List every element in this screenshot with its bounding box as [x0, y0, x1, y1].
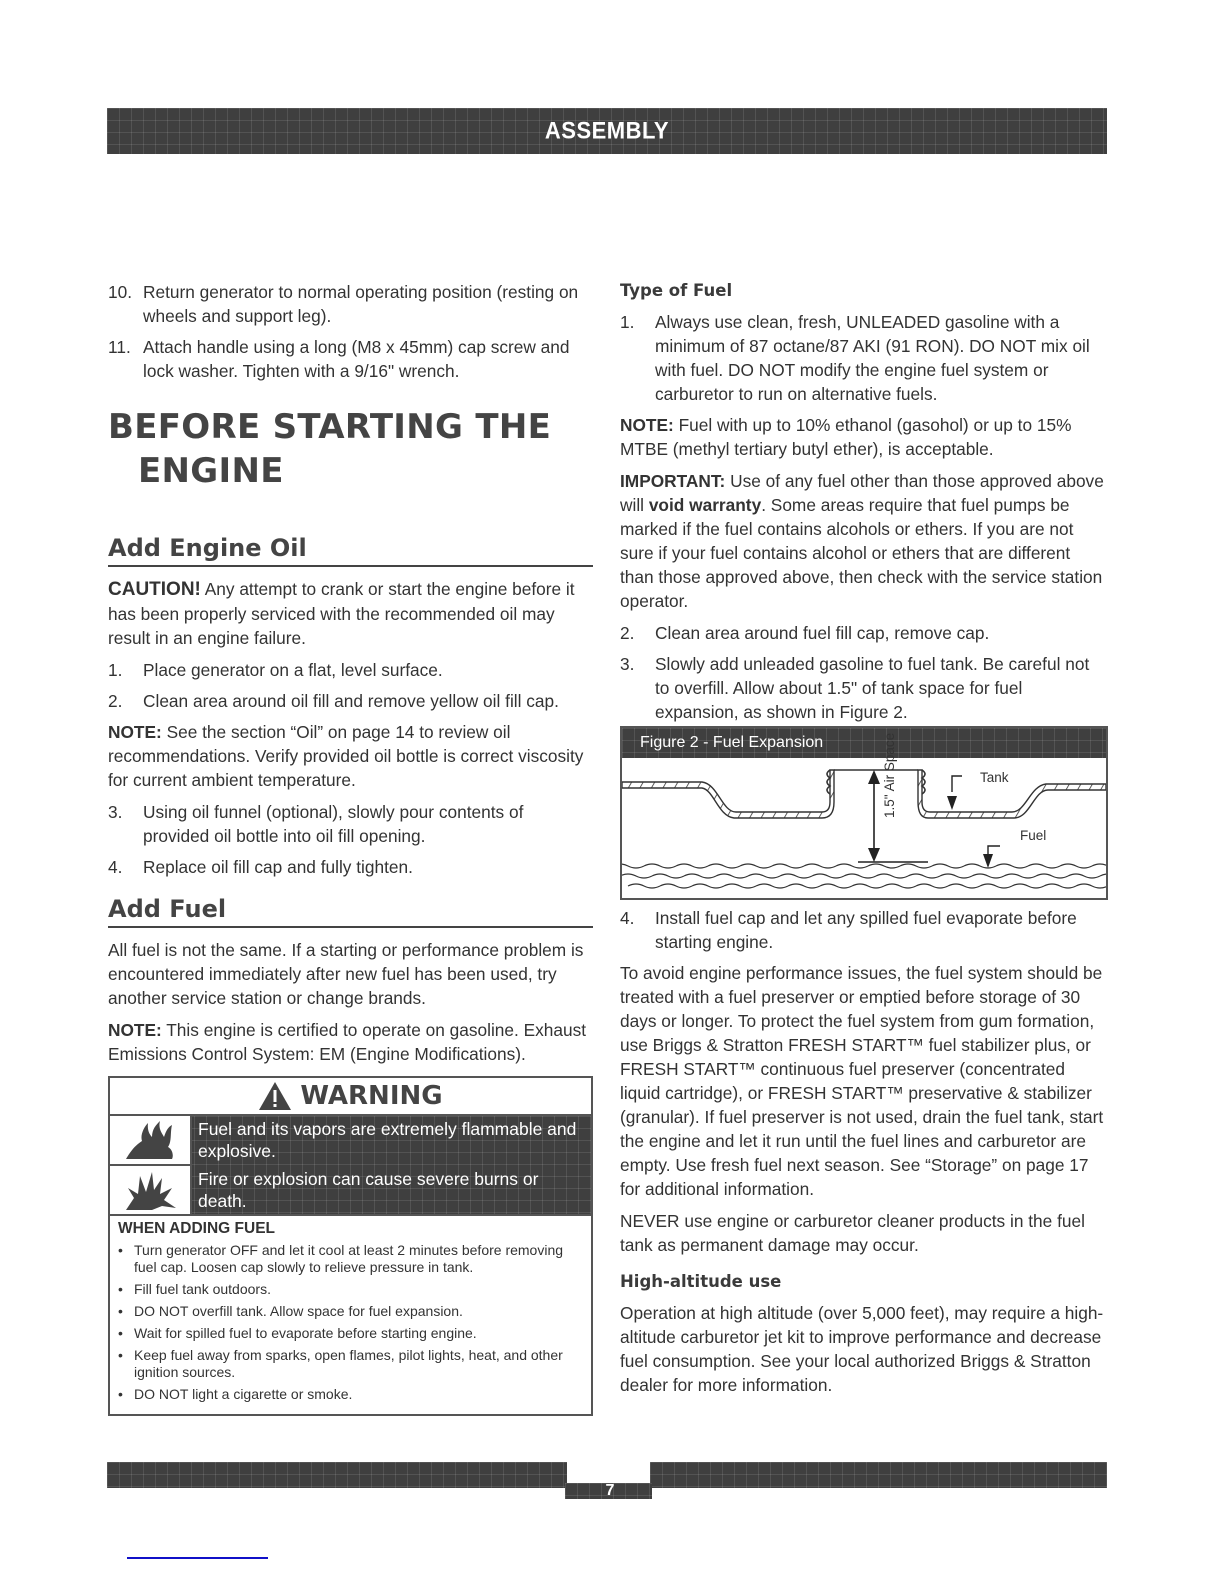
figure-title: Figure 2 - Fuel Expansion	[622, 728, 1106, 758]
left-column	[108, 280, 593, 1416]
fuel-wave	[684, 874, 716, 878]
step-number: 11.	[108, 337, 131, 357]
bullet-text: DO NOT light a cigarette or smoke.	[134, 1386, 353, 1402]
important-text: Use of any fuel other than those approved above will	[620, 471, 1104, 515]
when-adding-fuel-list	[110, 1240, 591, 1414]
step-number: 3.	[620, 654, 635, 674]
fuel-wave	[1044, 884, 1076, 888]
step-10	[108, 280, 593, 328]
fuel-wave	[1068, 874, 1100, 878]
fuel-wave	[836, 864, 868, 868]
step-number: 1.	[108, 660, 123, 680]
hazard-panel	[110, 1116, 591, 1214]
fuel-wave	[756, 884, 788, 888]
note-text: See the section “Oil” on page 14 to review oil recommendations. Verify provided oil bottle is correct viscosity for current ambient temperature.	[108, 722, 584, 790]
never-paragraph: NEVER use engine or carburetor cleaner products in the fuel tank as permanent damage may occur.	[620, 1211, 1085, 1255]
caution-paragraph	[108, 577, 593, 650]
high-altitude-heading: High-altitude use	[620, 1272, 782, 1291]
list-item: • Wait for spilled fuel to evaporate before starting engine.	[118, 1325, 477, 1341]
warning-header	[110, 1078, 591, 1116]
tank-wall-right	[918, 770, 1106, 818]
warning-triangle-icon	[258, 1081, 292, 1111]
important-paragraph	[620, 469, 1108, 613]
storage-paragraph: To avoid engine performance issues, the fuel system should be treated with a fuel preserver or emptied before storage of 30 days or longer. To protect the fuel system from gum formation, use Briggs & Stratton FRESH START™ fuel stabilizer plus, or FRESH START™ continuous fuel preserver (concentrated liquid cartridge), or FRESH START™ preservative & stabilizer (granular). If fuel preserver is not used, drain the fuel tank, start the engine and let it run until the fuel lines and carburetor are empty. Use fresh fuel next season. See “Storage” on page 17 for additional information.	[620, 963, 1104, 1199]
fuel-step-1	[620, 310, 1108, 406]
list-item: • Fill fuel tank outdoors.	[118, 1281, 271, 1297]
tank-pointer	[952, 776, 962, 792]
fuel-wave	[622, 864, 644, 868]
fuel-wave	[948, 884, 980, 888]
fuel-wave	[980, 884, 1012, 888]
oil-note	[108, 720, 593, 792]
caution-label: CAUTION!	[108, 579, 201, 600]
right-column	[620, 280, 1108, 1405]
fuel-wave	[1012, 884, 1044, 888]
fuel-wave	[900, 864, 932, 868]
fuel-wave	[622, 874, 652, 878]
step-text: Clean area around oil fill and remove yellow oil fill cap.	[143, 691, 559, 711]
step-number: 4.	[620, 908, 635, 928]
fuel-wave	[820, 884, 852, 888]
step-number: 3.	[108, 802, 123, 822]
note-label: NOTE:	[620, 415, 674, 435]
tank-label: Tank	[980, 770, 1009, 785]
step-text: Slowly add unleaded gasoline to fuel tank. Be careful not to overfill. Allow about 1.5" of tank space for fuel expansion, as shown in Figure 2.	[655, 654, 1090, 722]
section-title-line-1: BEFORE STARTING THE	[108, 407, 552, 447]
fuel-wave	[812, 874, 844, 878]
step-number: 10.	[108, 282, 133, 302]
fuel-wave	[964, 864, 996, 868]
fuel-label: Fuel	[1020, 828, 1047, 843]
oil-step-4	[108, 855, 593, 879]
fuel-wave	[932, 864, 964, 868]
note-label: NOTE:	[108, 1020, 162, 1040]
note-text: Fuel with up to 10% ethanol (gasohol) or up to 15% MTBE (methyl tertiary butyl ether), is acceptable.	[620, 415, 1072, 459]
blue-rule	[127, 1557, 268, 1559]
fuel-step-3	[620, 652, 1108, 724]
air-space-label: 1.5" Air Space	[882, 732, 897, 818]
hazard-row	[110, 1166, 591, 1214]
fuel-wave	[1028, 864, 1060, 868]
step-text: Install fuel cap and let any spilled fuel evaporate before starting engine.	[655, 908, 1077, 952]
bullet-text: Wait for spilled fuel to evaporate before starting engine.	[134, 1325, 477, 1341]
note-text: This engine is certified to operate on gasoline. Exhaust Emissions Control System: EM (Engine Modifications).	[108, 1020, 587, 1064]
section-header-title: ASSEMBLY	[544, 116, 670, 145]
step-text: Return generator to normal operating position (resting on wheels and support leg).	[143, 282, 579, 326]
fuel-wave	[644, 864, 676, 868]
page-number: 7	[605, 1482, 615, 1499]
fuel-wave	[1076, 884, 1106, 888]
fuel-wave	[884, 884, 916, 888]
explosion-icon	[122, 1168, 178, 1212]
hazard-text: Fire or explosion can cause severe burns or death.	[198, 1169, 539, 1211]
fuel-wave	[708, 864, 740, 868]
when-adding-fuel-title: WHEN ADDING FUEL	[110, 1214, 591, 1240]
fuel-wave	[1004, 874, 1036, 878]
oil-step-3	[108, 800, 593, 848]
fuel-wave	[716, 874, 748, 878]
step-text: Always use clean, fresh, UNLEADED gasoline with a minimum of 87 octane/87 AKI (91 RON). DO NOT mix oil with fuel. DO NOT modify the engine fuel system or carburetor to run on alternative fuels.	[655, 312, 1090, 404]
caution-text: Any attempt to crank or start the engine before it has been properly serviced with the recommended oil may result in an engine failure.	[108, 579, 575, 648]
high-altitude-paragraph: Operation at high altitude (over 5,000 feet), may require a high-altitude carburetor jet kit to improve performance and decrease fuel consumption. See your local authorized Briggs & Stratton dealer for more information.	[620, 1303, 1104, 1395]
fuel-wave	[1092, 864, 1106, 868]
step-number: 2.	[620, 623, 635, 643]
step-text: Clean area around fuel fill cap, remove cap.	[655, 623, 990, 643]
fuel-wave	[940, 874, 972, 878]
footer-bar-left	[107, 1462, 567, 1488]
important-label: IMPORTANT:	[620, 471, 726, 491]
fuel-wave	[972, 874, 1004, 878]
fuel-wave	[868, 864, 900, 868]
oil-step-2	[108, 689, 593, 713]
warning-box	[108, 1076, 593, 1416]
step-text: Using oil funnel (optional), slowly pour contents of provided oil bottle into oil fill opening.	[143, 802, 524, 846]
fuel-wave	[652, 874, 684, 878]
fuel-wave	[740, 864, 772, 868]
fuel-wave	[676, 864, 708, 868]
step-text: Place generator on a flat, level surface.	[143, 660, 443, 680]
list-item: • Keep fuel away from sparks, open flames, pilot lights, heat, and other ignition sources.	[118, 1347, 583, 1381]
step-text: Replace oil fill cap and fully tighten.	[143, 857, 413, 877]
fuel-surface-waves	[622, 864, 1106, 888]
add-engine-oil-heading: Add Engine Oil	[108, 533, 593, 567]
fuel-wave	[916, 884, 948, 888]
bullet-text: DO NOT overfill tank. Allow space for fuel expansion.	[134, 1303, 463, 1319]
add-fuel-heading: Add Fuel	[108, 894, 593, 928]
fuel-wave	[844, 874, 876, 878]
note-label: NOTE:	[108, 722, 162, 742]
bullet-text: Turn generator OFF and let it cool at least 2 minutes before removing fuel cap. Loosen cap slowly to relieve pressure in tank.	[134, 1242, 564, 1275]
ethanol-note	[620, 413, 1108, 461]
hazard-row	[110, 1116, 591, 1166]
fuel-wave	[876, 874, 908, 878]
step-11	[108, 335, 593, 383]
tank-wall-left	[622, 770, 834, 818]
list-item: • Turn generator OFF and let it cool at least 2 minutes before removing fuel cap. Loosen cap slowly to relieve pressure in tank.	[118, 1242, 583, 1276]
warning-title: WARNING	[300, 1081, 443, 1111]
figure-fuel-expansion	[620, 726, 1108, 900]
bullet-text: Fill fuel tank outdoors.	[134, 1281, 271, 1297]
section-header-bar	[107, 108, 1107, 154]
fuel-wave	[852, 884, 884, 888]
fuel-wave	[788, 884, 820, 888]
fire-icon	[122, 1119, 178, 1161]
step-number: 1.	[620, 312, 635, 332]
fuel-wave	[1100, 874, 1106, 878]
void-warranty-text: void warranty	[648, 495, 762, 515]
step-text: Attach handle using a long (M8 x 45mm) cap screw and lock washer. Tighten with a 9/16" wrench.	[143, 337, 570, 381]
type-of-fuel-heading: Type of Fuel	[620, 281, 733, 300]
list-item: • DO NOT light a cigarette or smoke.	[118, 1386, 353, 1402]
fuel-wave	[1036, 874, 1068, 878]
step-number: 4.	[108, 857, 123, 877]
add-fuel-intro: All fuel is not the same. If a starting or performance problem is encountered immediately after new fuel has been used, try another service station or change brands.	[108, 940, 584, 1008]
fuel-wave	[1060, 864, 1092, 868]
fuel-wave	[908, 874, 940, 878]
section-title-line-2: ENGINE	[138, 451, 284, 491]
fuel-step-4	[620, 906, 1108, 954]
fuel-wave	[996, 864, 1028, 868]
fuel-wave	[772, 864, 804, 868]
fuel-wave	[780, 874, 812, 878]
fuel-wave	[692, 884, 724, 888]
important-text: . Some areas require that fuel pumps be marked if the fuel contains alcohols or ethers. If you are not sure if your fuel contains alcohol or ethers that are different than those approved above, then check with the service station operator.	[620, 495, 1103, 611]
fuel-step-2	[620, 621, 1108, 645]
fuel-note	[108, 1018, 593, 1066]
step-number: 2.	[108, 691, 123, 711]
fuel-wave	[628, 884, 660, 888]
bullet-text: Keep fuel away from sparks, open flames, pilot lights, heat, and other ignition sources.	[134, 1347, 563, 1380]
fuel-wave	[748, 874, 780, 878]
fuel-wave	[724, 884, 756, 888]
hazard-text: Fuel and its vapors are extremely flammable and explosive.	[198, 1119, 577, 1161]
section-title	[108, 405, 593, 493]
fuel-tank-diagram	[622, 758, 1106, 894]
fuel-wave	[660, 884, 692, 888]
list-item: • DO NOT overfill tank. Allow space for fuel expansion.	[118, 1303, 463, 1319]
oil-step-1	[108, 658, 593, 682]
fuel-wave	[804, 864, 836, 868]
footer-bar-right	[650, 1462, 1107, 1488]
